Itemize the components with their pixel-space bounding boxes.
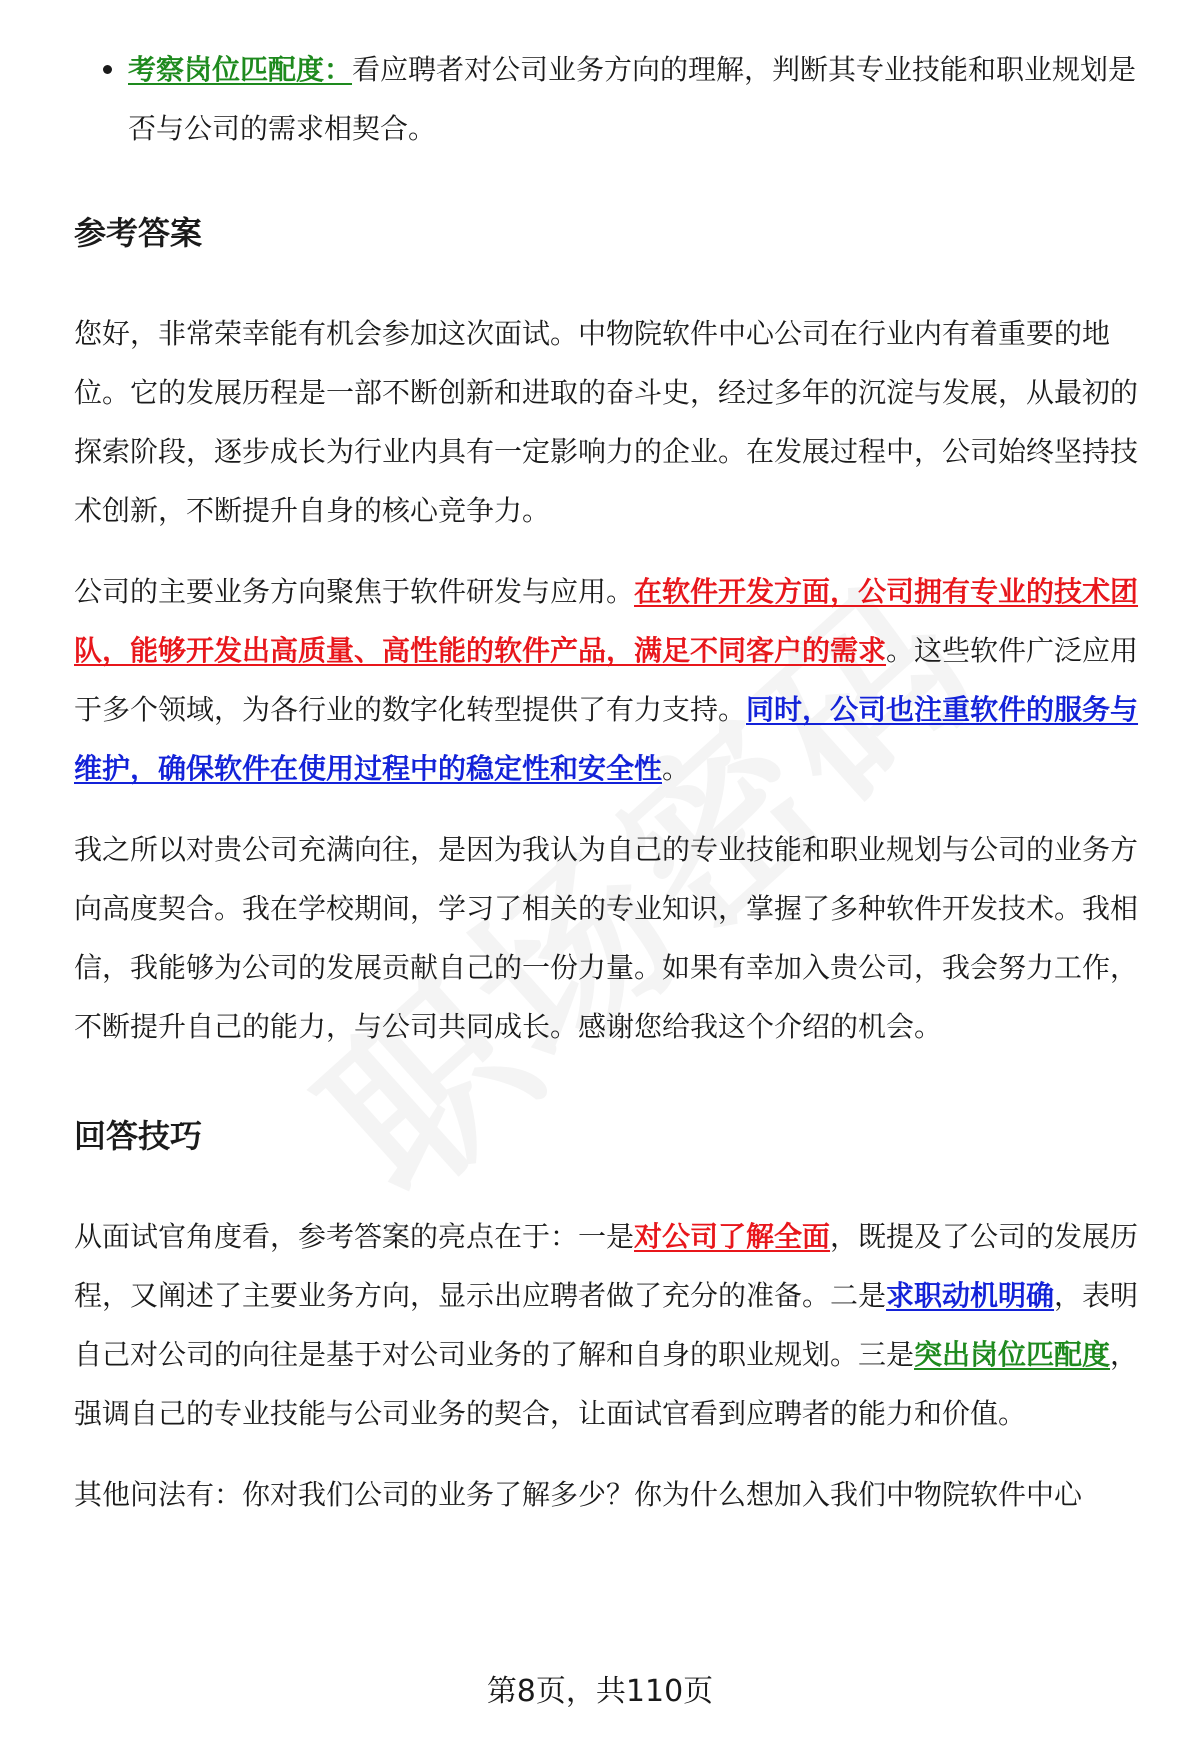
bullet-text: 看应聘者对公司业务方向的理解，判断其专业技能和职业规划是否与公司的需求相契合。 <box>128 53 1137 145</box>
page-number: 第8页，共110页 <box>486 1674 714 1709</box>
tips-text-b: ，既提及了公司的发展历程，又阐述了主要业务方向，显示出应聘者做了充分的准备。二是 <box>74 1220 1139 1312</box>
document-body <box>74 40 1144 1524</box>
answer-paragraph-2 <box>74 562 1144 798</box>
p2-text-c: 。 <box>662 752 691 785</box>
p2-red-highlight: 在软件开发方面，公司拥有专业的技术团队，能够开发出高质量、高性能的软件产品，满足不同客户的需求 <box>74 575 1139 667</box>
answer-paragraph-3: 我之所以对贵公司充满向往，是因为我认为自己的专业技能和职业规划与公司的业务方向高度契合。我在学校期间，学习了相关的专业知识，掌握了多种软件开发技术。我相信，我能够为公司的发展贡献自己的一份力量。如果有幸加入贵公司，我会努力工作，不断提升自己的能力，与公司共同成长。感谢您给我这个介绍的机会。 <box>74 833 1139 1043</box>
tips-paragraph-2: 其他问法有：你对我们公司的业务了解多少？你为什么想加入我们中物院软件中心 <box>74 1478 1083 1511</box>
p2-blue-highlight: 同时，公司也注重软件的服务与维护，确保软件在使用过程中的稳定性和安全性 <box>74 693 1139 785</box>
p2-text-b: 。这些软件广泛应用于多个领域，为各行业的数字化转型提供了有力支持。 <box>74 634 1139 726</box>
answer-paragraph-1: 您好，非常荣幸能有机会参加这次面试。中物院软件中心公司在行业内有着重要的地位。它的发展历程是一部不断创新和进取的奋斗史，经过多年的沉淀与发展，从最初的探索阶段，逐步成长为行业内具有一定影响力的企业。在发展过程中，公司始终坚持技术创新，不断提升自身的核心竞争力。 <box>74 317 1139 527</box>
tips-text-d: ，强调自己的专业技能与公司业务的契合，让面试官看到应聘者的能力和价值。 <box>74 1338 1139 1430</box>
bullet-highlight: 考察岗位匹配度： <box>128 53 353 86</box>
tips-paragraph-1 <box>74 1207 1144 1443</box>
tips-red-highlight: 对公司了解全面 <box>634 1220 831 1253</box>
tips-text-a: 从面试官角度看，参考答案的亮点在于：一是 <box>74 1220 635 1253</box>
p2-text-a: 公司的主要业务方向聚焦于软件研发与应用。 <box>74 575 635 608</box>
bullet-item <box>74 40 1144 158</box>
section-heading-answer: 参考答案 <box>74 214 203 252</box>
tips-green-highlight: 突出岗位匹配度 <box>914 1338 1111 1371</box>
tips-text-c: ，表明自己对公司的向往是基于对公司业务的了解和自身的职业规划。三是 <box>74 1279 1139 1371</box>
section-heading-tips: 回答技巧 <box>74 1117 203 1155</box>
bullet-dot-icon <box>103 65 112 74</box>
tips-blue-highlight: 求职动机明确 <box>886 1279 1055 1312</box>
